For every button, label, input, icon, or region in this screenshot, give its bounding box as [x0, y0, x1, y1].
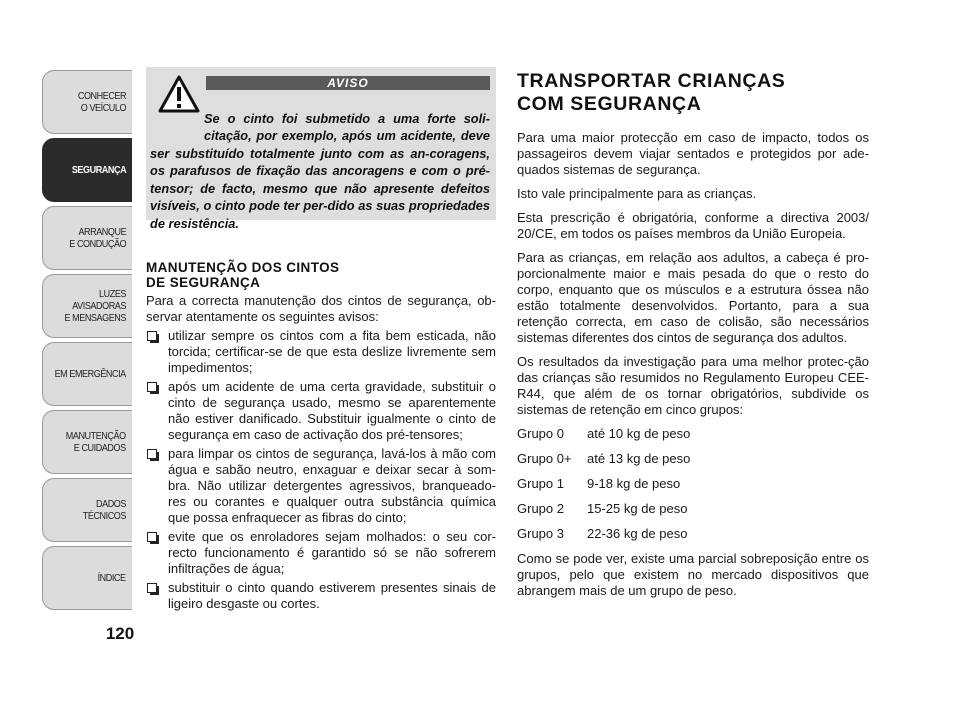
checkbox-bullet-icon [147, 331, 157, 341]
group-range: 15-25 kg de peso [587, 501, 688, 516]
group-row [517, 426, 869, 442]
list-item [146, 379, 496, 443]
maintenance-list [146, 328, 496, 612]
tab-luzes-avisadoras[interactable] [42, 274, 132, 338]
list-item [146, 529, 496, 577]
tab-indice[interactable] [42, 546, 132, 610]
tab-label: LUZES AVISADORAS E MENSAGENS [64, 288, 126, 324]
tab-dados-tecnicos[interactable] [42, 478, 132, 542]
list-item [146, 446, 496, 526]
group-range: até 10 kg de peso [587, 426, 691, 441]
seatbelt-maintenance-section [146, 260, 496, 615]
list-item [146, 328, 496, 376]
checkbox-bullet-icon [147, 449, 157, 459]
page-number: 120 [105, 624, 135, 643]
paragraph: Para uma maior protecção em caso de impacto, todos os passageiros devem viajar sentados e protegidos por ade-quados sistemas de segurança. [517, 130, 869, 177]
paragraph: Esta prescrição é obrigatória, conforme a directiva 2003/ 20/CE, em todos os países membros da União Europeia. [517, 210, 869, 241]
list-item-text: substituir o cinto quando estiverem presentes sinais de ligeiro desgaste ou cortes. [168, 580, 496, 611]
tab-arranque-e-conducao[interactable] [42, 206, 132, 270]
chapter-tabs [42, 70, 132, 614]
tab-label: SEGURANÇA [71, 164, 126, 176]
closing-paragraph: Como se pode ver, existe uma parcial sobreposição entre os grupos, pelo que existem no mercado dispositivos que abrangem mais de um grupo de peso. [517, 551, 869, 598]
group-name: Grupo 0+ [517, 451, 572, 466]
list-item [146, 580, 496, 612]
tab-label: CONHECER O VEÍCULO [77, 90, 126, 114]
tab-manutencao-e-cuidados[interactable] [42, 410, 132, 474]
heading-line: MANUTENÇÃO DOS CINTOS [146, 260, 340, 275]
group-row [517, 526, 869, 542]
group-row [517, 451, 869, 467]
group-range: até 13 kg de peso [587, 451, 691, 466]
page-title: TRANSPORTAR CRIANÇAS COM SEGURANÇA [517, 70, 786, 115]
paragraph: Para as crianças, em relação aos adultos, a cabeça é pro-porcionalmente maior e mais pesada do que o resto do corpo, enquanto que os músculos e a estrutura óssea não estão totalmente desenvolvidos. Portanto, para a sua retenção correcta, em caso de colisão, são necessários sistemas diferentes dos cintos de segurança dos adultos. [517, 250, 869, 345]
checkbox-bullet-icon [147, 583, 157, 593]
warning-label: AVISO [206, 76, 490, 90]
paragraph: Isto vale principalmente para as crianças. [517, 186, 757, 201]
group-name: Grupo 3 [517, 526, 564, 541]
child-transport-section [517, 70, 869, 607]
group-name: Grupo 0 [517, 426, 564, 441]
checkbox-bullet-icon [147, 532, 157, 542]
warning-triangle-icon [158, 75, 200, 113]
tab-em-emergencia[interactable] [42, 342, 132, 406]
group-row [517, 476, 869, 492]
tab-seguranca[interactable] [42, 138, 132, 202]
section-heading [146, 260, 496, 290]
tab-label: EM EMERGÊNCIA [54, 368, 126, 380]
group-name: Grupo 2 [517, 501, 564, 516]
tab-label: ÍNDICE [97, 572, 126, 584]
maintenance-intro: Para a correcta manutenção dos cintos de segurança, ob-servar atentamente os seguintes avisos: [146, 293, 496, 324]
list-item-text: após um acidente de uma certa gravidade, substituir o cinto de segurança usado, mesmo se aparentemente não estiver danificado. Substituir igualmente o cinto de segurança em caso de activação dos pré-tensores; [168, 379, 496, 442]
checkbox-bullet-icon [147, 382, 157, 392]
list-item-text: evite que os enroladores sejam molhados: o seu cor-recto funcionamento é garantido só se não sofrerem infiltrações de água; [168, 529, 496, 576]
tab-conhecer-o-veiculo[interactable] [42, 70, 132, 134]
group-name: Grupo 1 [517, 476, 564, 491]
warning-box [146, 67, 496, 231]
group-range: 9-18 kg de peso [587, 476, 681, 491]
tab-label: DADOS TÉCNICOS [82, 498, 126, 522]
heading-line: DE SEGURANÇA [146, 275, 261, 290]
warning-text: Se o cinto foi submetido a uma forte soli-citação, por exemplo, após um acidente, deve ser substituído totalmente junto com as an-coragens, os parafusos de fixação das ancoragens e com o pré-tensor; de facto, mesmo que não apresente defeitos visíveis, o cinto pode ter per-dido as suas propriedades de resistência. [150, 110, 490, 231]
group-range: 22-36 kg de peso [587, 526, 688, 541]
list-item-text: para limpar os cintos de segurança, lavá-los à mão com água e sabão neutro, enxaguar e deixar secar à som-bra. Não utilizar detergentes agressivos, branqueado-res ou corantes e qualquer outra substância química que possa enfraquecer as fibras do cinto; [168, 446, 496, 525]
paragraph: Os resultados da investigação para uma melhor protec-ção das crianças são resumidos no Regulamento Europeu CEE-R44, que além de os tornar obrigatórios, subdivide os sistemas de retenção em cinco grupos: [517, 354, 869, 417]
group-row [517, 501, 869, 517]
tab-label: MANUTENÇÃO E CUIDADOS [66, 430, 126, 454]
list-item-text: utilizar sempre os cintos com a fita bem esticada, não torcida; certificar-se de que esta deslize livremente sem impedimentos; [168, 328, 496, 375]
tab-label: ARRANQUE E CONDUÇÃO [69, 226, 126, 250]
